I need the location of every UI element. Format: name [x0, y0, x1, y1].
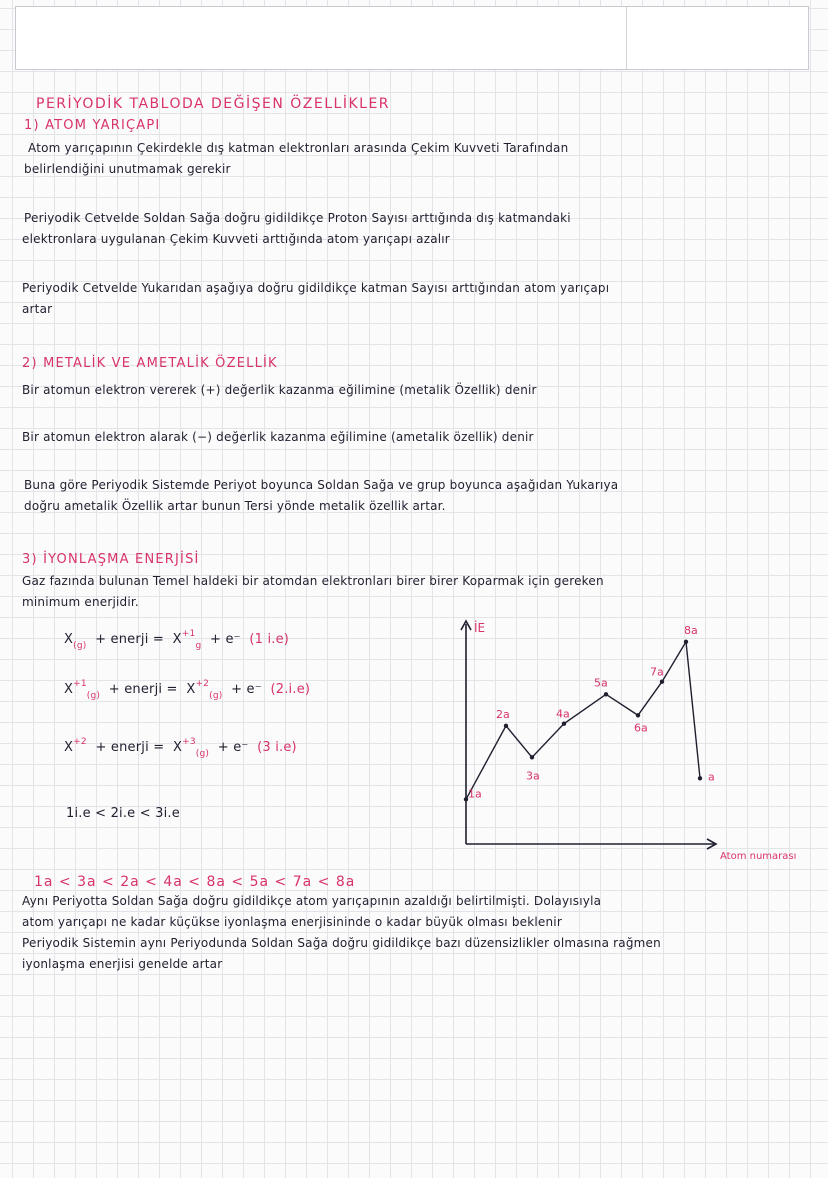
- section1-heading: 1) ATOM YARIÇAPI: [24, 118, 161, 133]
- eq1-mid: + enerji =: [95, 632, 164, 647]
- data-point-7a: [660, 680, 664, 684]
- section2-heading: 2) METALİK VE AMETALİK ÖZELLİK: [22, 356, 278, 371]
- eq1-rhs-sup: +1: [181, 629, 196, 639]
- section2-p2: Bir atomun elektron alarak (−) değerlik kazanma eğilimine (ametalik özellik) denir: [22, 430, 534, 444]
- data-point-2a: [504, 724, 508, 728]
- section3-p1-line2: minimum enerjidir.: [22, 595, 139, 609]
- ionization-order: 1i.e < 2i.e < 3i.e: [66, 806, 180, 821]
- eq2-rhs: X: [186, 682, 196, 697]
- section3-p2-line3: Periyodik Sistemin aynı Periyodunda Soldan Sağa doğru gidildikçe bazı düzensizlikler olmasına rağmen: [22, 936, 661, 950]
- eq2-tail: + e⁻: [231, 682, 262, 697]
- section3-p2-line4: iyonlaşma enerjisi genelde artar: [22, 957, 223, 971]
- data-point-a: [698, 776, 702, 780]
- eq1-lhs: X: [64, 632, 74, 647]
- data-point-3a: [530, 755, 534, 759]
- x-axis-label: Atom numarası: [720, 851, 797, 862]
- eq2-lhs: X: [64, 682, 74, 697]
- eq2-mid: + enerji =: [108, 682, 178, 697]
- eq1-lhs-sub: (g): [73, 641, 87, 651]
- section2-p1: Bir atomun elektron vererek (+) değerlik kazanma eğilimine (metalik Özellik) denir: [22, 383, 537, 397]
- data-point-5a: [604, 692, 608, 696]
- eq2-label: (2.i.e): [270, 682, 311, 697]
- point-label-6a: 6a: [634, 721, 648, 735]
- eq1-label: (1 i.e): [249, 632, 290, 647]
- section3-p2-line2: atom yarıçapı ne kadar küçükse iyonlaşma enerjisininde o kadar büyük olması beklenir: [22, 915, 562, 929]
- point-label-5a: 5a: [594, 676, 608, 690]
- section1-p2-line1: Periyodik Cetvelde Soldan Sağa doğru gidildikçe Proton Sayısı arttığında dış katmandaki: [24, 211, 571, 225]
- point-label-4a: 4a: [556, 707, 570, 721]
- eq1-tail: + e⁻: [210, 632, 241, 647]
- section3-p2-line1: Aynı Periyotta Soldan Sağa doğru gidildikçe atom yarıçapının azaldığı belirtilmişti. Dolayısıyla: [22, 894, 602, 908]
- page-title: PERİYODİK TABLODA DEĞİŞEN ÖZELLİKLER: [36, 96, 391, 112]
- section1-p1-line2: belirlendiğini unutmamak gerekir: [24, 162, 231, 176]
- section3-p1-line1: Gaz fazında bulunan Temel haldeki bir atomdan elektronları birer birer Koparmak için gereken: [22, 574, 604, 588]
- eq2-lhs-sup: +1: [73, 679, 87, 689]
- eq2-rhs-sub: (g): [209, 691, 223, 701]
- eq2-rhs-sup: +2: [195, 679, 210, 689]
- equation-row-2: [64, 679, 311, 701]
- section3-heading: 3) İYONLAŞMA ENERJİSİ: [22, 552, 200, 567]
- data-point-8a: [684, 640, 688, 644]
- eq3-lhs-sup: +2: [73, 737, 87, 747]
- ionization-energy-chart: [452, 616, 822, 862]
- data-point-4a: [562, 722, 566, 726]
- eq2-lhs-sub: (g): [86, 691, 101, 701]
- eq3-lhs: X: [64, 740, 74, 755]
- y-axis-label: İE: [474, 621, 486, 635]
- data-point-6a: [636, 713, 640, 717]
- equation-row-1: [64, 629, 290, 651]
- eq3-tail: + e⁻: [217, 740, 249, 755]
- eq3-label: (3 i.e): [257, 740, 297, 755]
- point-label-8a: 8a: [684, 623, 698, 637]
- eq3-rhs-sub: (g): [195, 749, 210, 759]
- eq3-mid: + enerji =: [95, 740, 165, 755]
- point-label-2a: 2a: [496, 707, 510, 721]
- top-box-divider: [626, 7, 627, 69]
- section1-p2-line2: elektronlara uygulanan Çekim Kuvveti arttığında atom yarıçapı azalır: [22, 232, 450, 246]
- eq3-rhs-sup: +3: [182, 737, 196, 747]
- eq1-rhs: X: [172, 632, 182, 647]
- eq1-rhs-sub: g: [195, 641, 202, 651]
- atomic-order: 1a < 3a < 2a < 4a < 8a < 5a < 7a < 8a: [34, 874, 356, 890]
- eq3-rhs: X: [172, 740, 183, 755]
- top-blank-box: [15, 6, 809, 70]
- point-label-7a: 7a: [650, 665, 664, 679]
- section1-p1-line1: Atom yarıçapının Çekirdekle dış katman elektronları arasında Çekim Kuvveti Tarafından: [28, 141, 569, 155]
- section1-p3-line2: artar: [22, 302, 53, 316]
- equation-row-3: [64, 737, 297, 759]
- section1-p3-line1: Periyodik Cetvelde Yukarıdan aşağıya doğru gidildikçe katman Sayısı arttığından atom yarıçapı: [22, 281, 610, 295]
- point-label-1a: 1a: [468, 787, 482, 801]
- point-label-3a: 3a: [526, 769, 540, 783]
- section2-p3-line1: Buna göre Periyodik Sistemde Periyot boyunca Soldan Sağa ve grup boyunca aşağıdan Yukarıya: [24, 478, 619, 492]
- point-label-a: a: [708, 770, 715, 784]
- section2-p3-line2: doğru ametalik Özellik artar bunun Tersi yönde metalik özellik artar.: [24, 499, 446, 513]
